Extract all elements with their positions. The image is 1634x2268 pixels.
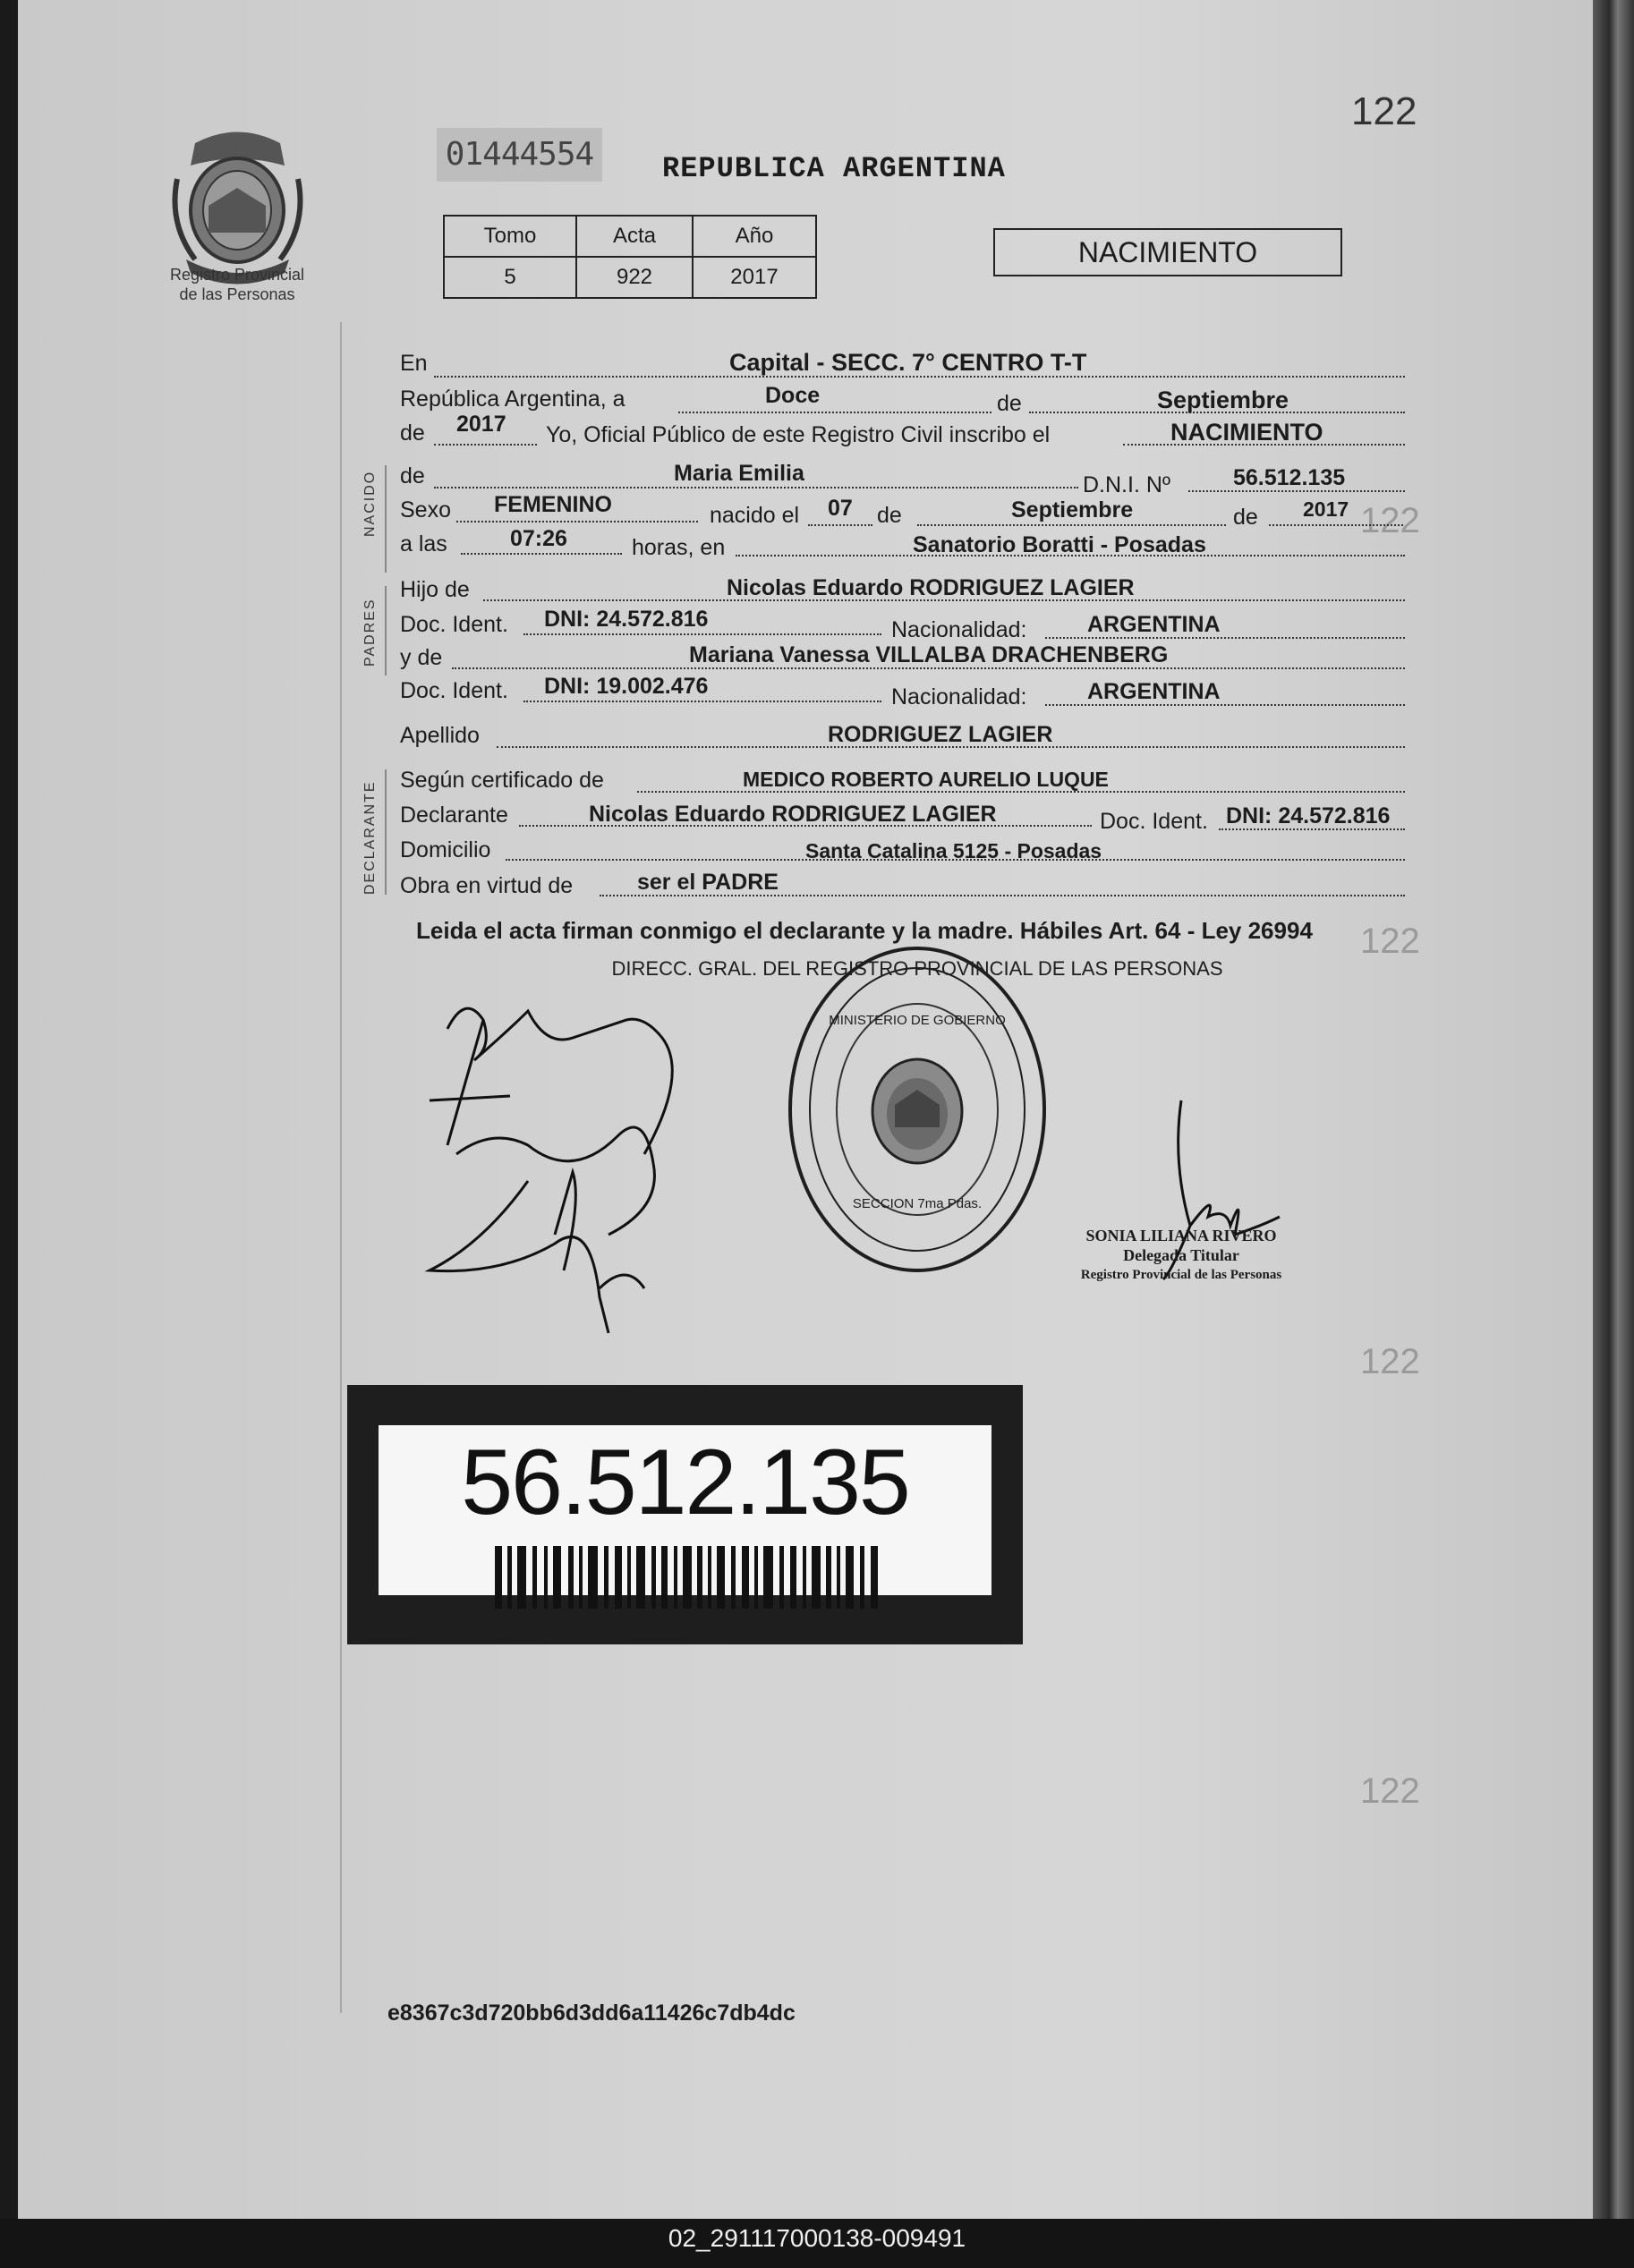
- dotted-line: [917, 524, 1226, 526]
- label-nacionalidad2: Nacionalidad:: [891, 684, 1027, 709]
- record-type-box: NACIMIENTO: [993, 228, 1342, 276]
- label-obra: Obra en virtud de: [400, 873, 574, 898]
- stamp-text: DIRECC. GRAL. DEL REGISTRO PROVINCIAL DE LAS PERSONAS: [611, 957, 1223, 980]
- officer-org: Registro Provincial de las Personas: [1080, 1268, 1282, 1282]
- bleed-through: 122: [1360, 1771, 1420, 1811]
- country-title: REPUBLICA ARGENTINA: [662, 152, 1006, 185]
- birth-year-value: 2017: [1303, 497, 1349, 521]
- section-divider: [385, 465, 387, 573]
- day-written-value: Doce: [765, 383, 821, 408]
- label-en: En: [400, 351, 428, 376]
- label-dni: D.N.I. Nº: [1083, 472, 1171, 497]
- document-hash: e8367c3d720bb6d3dd6a11426c7db4dc: [387, 2000, 796, 2026]
- bleed-through: 122: [1360, 501, 1420, 540]
- registry-name-line2: de las Personas: [179, 285, 295, 303]
- label-de2: de: [877, 503, 902, 528]
- label-doc-ident: Doc. Ident.: [400, 612, 508, 637]
- mother-name-value: Mariana Vanessa VILLALBA DRACHENBERG: [689, 642, 1169, 667]
- barcode-number: 56.512.135: [461, 1431, 909, 1534]
- label-hijo-de: Hijo de: [400, 577, 470, 602]
- label-segun-certificado: Según certificado de: [400, 768, 604, 793]
- section-divider: [385, 586, 387, 675]
- name-value: Maria Emilia: [674, 461, 804, 486]
- label-domicilio: Domicilio: [400, 837, 491, 862]
- mother-doc-value: DNI: 19.002.476: [544, 674, 709, 699]
- table-value-tomo: 5: [444, 257, 576, 298]
- table-header-ano: Año: [693, 216, 816, 257]
- officer-title: Delegada Titular: [1123, 1246, 1239, 1264]
- label-de: de: [997, 391, 1022, 416]
- closing-legend: Leida el acta firman conmigo el declarante y la madre. Hábiles Art. 64 - Ley 26994: [416, 917, 1313, 944]
- side-label-nacido: NACIDO: [362, 470, 378, 537]
- birth-month-value: Septiembre: [1011, 497, 1134, 522]
- label-apellido: Apellido: [400, 723, 480, 748]
- declarant-signature: [394, 975, 734, 1351]
- footer-id: 02_291117000138-009491: [668, 2224, 966, 2252]
- mother-nationality-value: ARGENTINA: [1087, 679, 1221, 704]
- label-republica: República Argentina, a: [400, 386, 626, 412]
- record-table: [443, 215, 817, 299]
- dotted-line: [456, 521, 698, 522]
- label-y-de: y de: [400, 645, 443, 670]
- label-de-name: de: [400, 463, 425, 488]
- address-value: Santa Catalina 5125 - Posadas: [805, 839, 1102, 862]
- table-value-ano: 2017: [693, 257, 816, 298]
- birth-day-value: 07: [828, 496, 853, 521]
- father-name-value: Nicolas Eduardo RODRIGUEZ LAGIER: [727, 575, 1135, 600]
- label-doc-ident2: Doc. Ident.: [400, 678, 508, 703]
- father-nationality-value: ARGENTINA: [1087, 612, 1221, 637]
- dotted-line: [523, 633, 881, 635]
- stamp-section-text: SECCION 7ma Pdas.: [852, 1196, 983, 1211]
- barcode-bars: [495, 1546, 880, 1609]
- label-de3: de: [1233, 505, 1258, 530]
- dotted-line: [434, 487, 1078, 488]
- dotted-line: [808, 524, 872, 526]
- page-number: 122: [1351, 89, 1417, 133]
- label-declarante: Declarante: [400, 803, 508, 828]
- dotted-line: [678, 412, 991, 413]
- month-value: Septiembre: [1157, 386, 1289, 413]
- surname-value: RODRIGUEZ LAGIER: [828, 722, 1053, 747]
- place-value: Capital - SECC. 7° CENTRO T-T: [729, 349, 1087, 376]
- side-label-padres: PADRES: [362, 598, 378, 667]
- declarant-doc-value: DNI: 24.572.816: [1226, 803, 1391, 828]
- event-value: NACIMIENTO: [1170, 419, 1323, 446]
- year-value: 2017: [456, 412, 506, 437]
- sex-value: FEMENINO: [494, 492, 612, 517]
- dotted-line: [523, 701, 881, 702]
- label-nacido-el: nacido el: [710, 503, 800, 528]
- label-nacionalidad: Nacionalidad:: [891, 617, 1027, 642]
- certificate-value: MEDICO ROBERTO AURELIO LUQUE: [743, 768, 1109, 791]
- registry-name: [143, 265, 331, 304]
- serial-number: 01444554: [437, 128, 602, 182]
- table-value-acta: 922: [576, 257, 693, 298]
- barcode-sticker: [347, 1385, 1023, 1644]
- label-horas-en: horas, en: [632, 535, 726, 560]
- bleed-through: 122: [1360, 922, 1420, 961]
- side-label-declarante: DECLARANTE: [362, 780, 378, 895]
- capacity-value: ser el PADRE: [637, 870, 779, 895]
- registry-name-line1: Registro Provincial: [169, 266, 305, 284]
- officer-block: [1038, 1226, 1324, 1285]
- table-header-acta: Acta: [576, 216, 693, 257]
- dotted-line: [434, 444, 537, 446]
- stamp-inner-text: MINISTERIO DE GOBIERNO: [829, 1013, 1006, 1028]
- barcode-label: [379, 1425, 991, 1595]
- label-sexo: Sexo: [400, 497, 451, 522]
- dotted-line: [1269, 524, 1403, 526]
- label-oficial: Yo, Oficial Público de este Registro Civil inscribo el: [546, 422, 1051, 447]
- label-a-las: a las: [400, 531, 447, 556]
- table-header-tomo: Tomo: [444, 216, 576, 257]
- bleed-through: 122: [1360, 1342, 1420, 1381]
- birth-time-value: 07:26: [510, 526, 567, 551]
- father-doc-value: DNI: 24.572.816: [544, 607, 709, 632]
- label-de-year: de: [400, 420, 425, 446]
- dotted-line: [461, 553, 622, 555]
- declarant-name-value: Nicolas Eduardo RODRIGUEZ LAGIER: [589, 802, 997, 827]
- section-divider: [385, 769, 387, 895]
- birth-place-value: Sanatorio Boratti - Posadas: [913, 532, 1206, 557]
- officer-name: SONIA LILIANA RIVERO: [1085, 1227, 1277, 1244]
- label-doc-ident3: Doc. Ident.: [1100, 809, 1208, 834]
- dni-value: 56.512.135: [1233, 465, 1346, 490]
- page-edge: [1593, 0, 1634, 2219]
